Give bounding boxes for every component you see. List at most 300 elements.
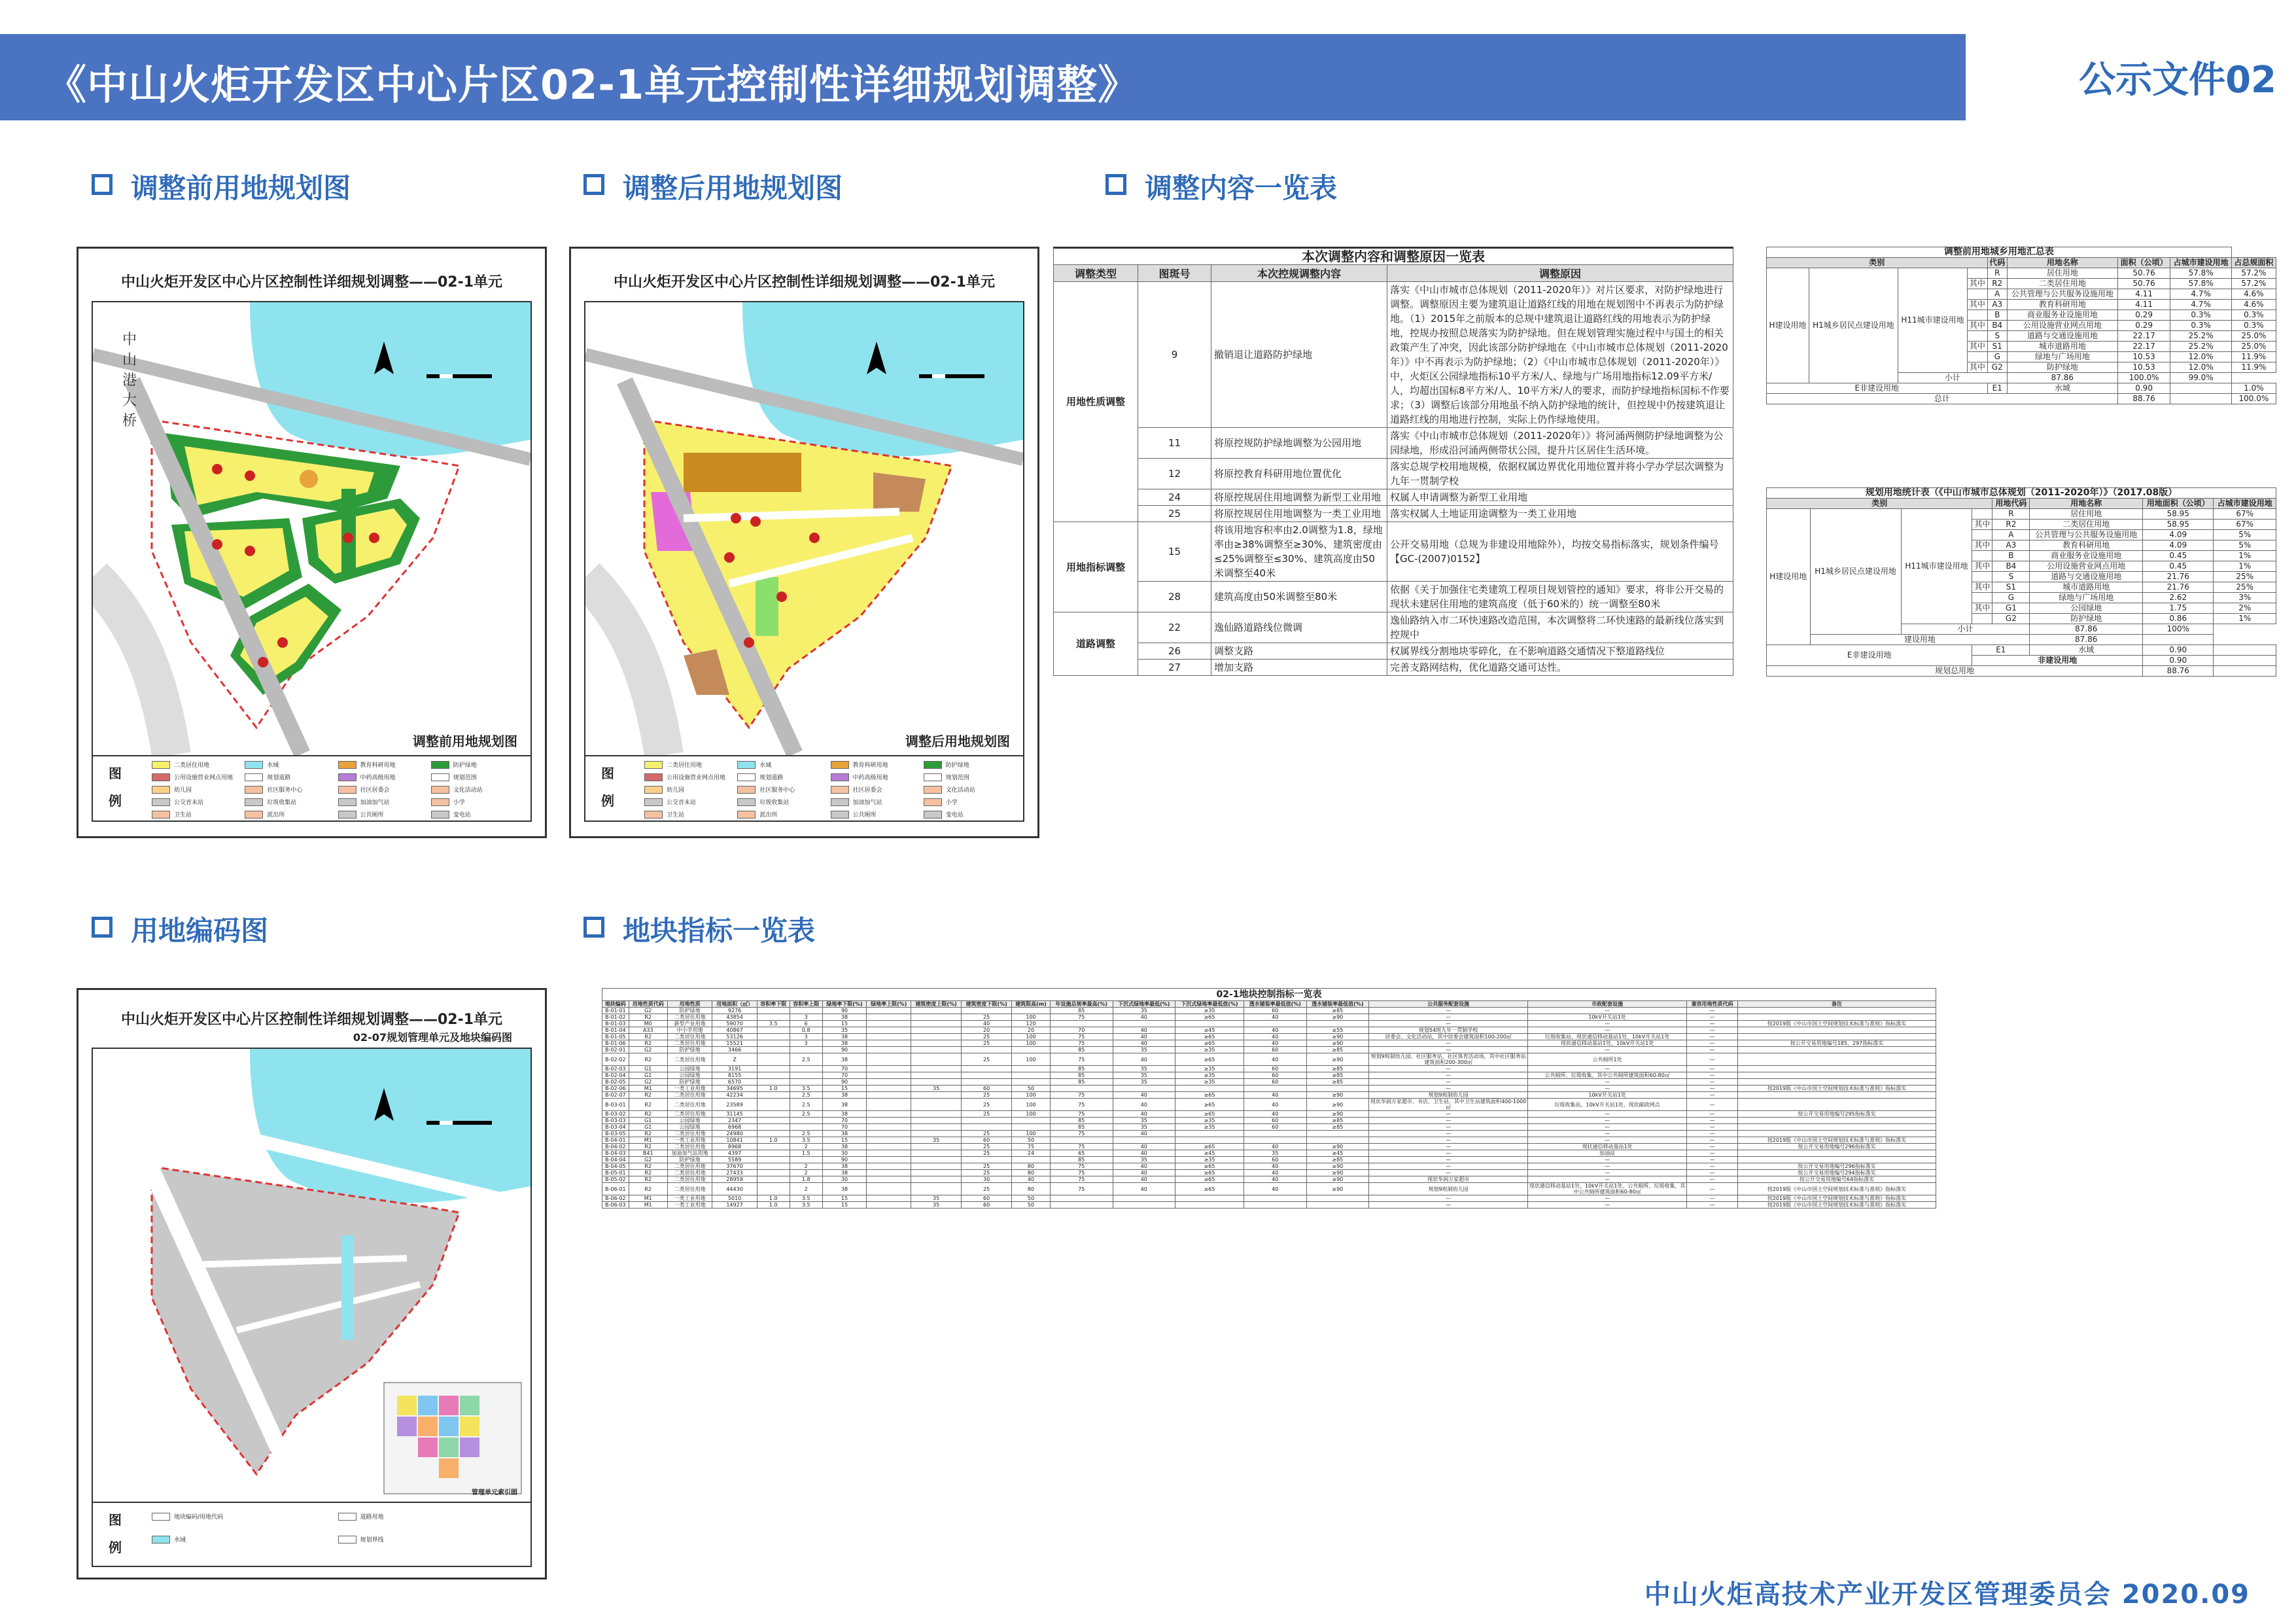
legend-swatch	[431, 798, 449, 806]
cell	[2214, 645, 2276, 656]
cell: 商业服务业设施用地	[2007, 310, 2117, 321]
cell: 4.11	[2117, 300, 2170, 310]
cell: S1	[1992, 582, 2030, 593]
cell: 43854	[712, 1014, 757, 1021]
cell: 35	[1113, 1118, 1175, 1124]
facility-point	[724, 552, 735, 563]
cell	[1244, 1195, 1306, 1202]
sub-cell: 其中	[1972, 582, 1992, 593]
patch-number: 25	[1138, 506, 1211, 522]
adjust-content: 将原控规居住用地调整为一类工业用地	[1211, 506, 1387, 522]
cell: 40	[1113, 1111, 1175, 1118]
cell: 38	[822, 1131, 867, 1137]
legend-label: 教育科研用地	[360, 762, 396, 769]
cell: B-04-01	[602, 1137, 629, 1144]
sub-cell: 其中	[1972, 561, 1992, 572]
legend-swatch	[152, 798, 170, 806]
cell: 40	[1244, 1014, 1306, 1021]
cell	[867, 1183, 911, 1195]
cell: 100	[1012, 1040, 1051, 1047]
cell: —	[1687, 1066, 1738, 1072]
cell: 1%	[2214, 614, 2276, 624]
column-header: 市政配套设施	[1528, 1001, 1687, 1008]
cell: 加油站	[1528, 1150, 1687, 1157]
cell	[911, 1118, 962, 1124]
legend-item	[644, 773, 737, 781]
cell: 加油加气站用地	[667, 1150, 712, 1157]
cell	[867, 1124, 911, 1131]
table-row	[602, 1014, 1936, 1021]
cell: 10kV开关站1处	[1528, 1014, 1687, 1021]
cell: 20	[962, 1027, 1012, 1034]
cell: 40	[1244, 1034, 1306, 1040]
cell	[867, 1137, 911, 1144]
cell: 一类工业用地	[667, 1137, 712, 1144]
facility-point	[744, 637, 754, 648]
cell: A	[1987, 289, 2007, 300]
cell: G	[1992, 593, 2030, 603]
cell	[757, 1072, 790, 1079]
cell: 1.0	[757, 1137, 790, 1144]
map-legend	[92, 754, 532, 822]
cell: 60	[1244, 1079, 1306, 1086]
cell: 居住用地	[2030, 509, 2143, 520]
cell: 38	[822, 1014, 867, 1021]
table-row	[602, 1092, 1936, 1099]
cell: 6	[790, 1021, 822, 1027]
cell: —	[1369, 1021, 1528, 1027]
cell: ≥85	[1306, 1118, 1369, 1124]
cell: 10841	[712, 1137, 757, 1144]
cell: 0.90	[2143, 656, 2214, 666]
cell: B-05-01	[602, 1170, 629, 1176]
cell	[1050, 1021, 1113, 1027]
cell: 11.9%	[2231, 362, 2276, 373]
legend-label: 教育科研用地	[852, 762, 888, 769]
column-header: 年设施总规率最高(%)	[1050, 1001, 1113, 1008]
cell: 38	[822, 1111, 867, 1118]
cell: 1%	[2214, 551, 2276, 561]
cell: 二类居住用地	[2007, 279, 2117, 289]
cell: 水域	[2030, 645, 2143, 656]
cell	[867, 1014, 911, 1021]
legend-swatch	[737, 761, 756, 769]
cell: 10.53	[2117, 362, 2170, 373]
section-coding-heading: 用地编码图	[92, 909, 268, 949]
table-row	[602, 1124, 1936, 1131]
cell: 按2019版《中山市国土空间规划技术标准与准则》指标落实	[1738, 1202, 1936, 1209]
cell: 5%	[2214, 530, 2276, 540]
cell	[1244, 1131, 1306, 1137]
park-strip	[756, 577, 778, 636]
cell	[757, 1034, 790, 1040]
cell: 4397	[712, 1150, 757, 1157]
cell: 88.76	[2143, 666, 2214, 677]
legend-label: 二类居住用地	[174, 762, 210, 769]
legend-item	[924, 785, 1017, 794]
cell: ≥35	[1175, 1072, 1244, 1079]
column-header: 用地性质代码	[629, 1001, 667, 1008]
cell	[1738, 1034, 1936, 1040]
cell: 40	[1244, 1111, 1306, 1118]
sub-cell: 其中	[1968, 321, 1987, 331]
cell: 40	[1244, 1053, 1306, 1066]
cell	[790, 1008, 822, 1014]
cell: 60	[962, 1195, 1012, 1202]
cell	[867, 1131, 911, 1137]
cell: 34695	[712, 1086, 757, 1092]
cell: —	[1687, 1124, 1738, 1131]
cell	[1012, 1008, 1051, 1014]
cell: 60	[1244, 1066, 1306, 1072]
legend-label: 道路用地	[360, 1514, 384, 1521]
cell: 2	[790, 1144, 822, 1150]
sub-cell	[1968, 331, 1987, 342]
cell: R2	[629, 1034, 667, 1040]
cell: 居委会、文化活动站，其中居委会建筑面积100-200㎡	[1369, 1034, 1528, 1040]
cell: 40	[1113, 1092, 1175, 1099]
cell: 70	[822, 1124, 867, 1131]
river-strip	[341, 1235, 353, 1340]
cell	[911, 1047, 962, 1053]
cell: M1	[629, 1195, 667, 1202]
cell: 3466	[712, 1047, 757, 1053]
cell: B-01-05	[602, 1034, 629, 1040]
column-header: 面积（公顷）	[2117, 258, 2170, 268]
cell: 58.95	[2143, 520, 2214, 530]
cell: 100.0%	[2117, 373, 2170, 383]
cell: 30	[962, 1176, 1012, 1183]
cell: 40	[1244, 1176, 1306, 1183]
table-row	[602, 1053, 1936, 1066]
cell	[1012, 1072, 1051, 1079]
category-cell: E非建设用地	[1767, 383, 1988, 394]
cell: —	[1528, 1118, 1687, 1124]
cell: —	[1528, 1086, 1687, 1092]
cell: —	[1369, 1047, 1528, 1053]
cell: 6570	[712, 1079, 757, 1086]
column-header: 类别	[1767, 499, 1992, 509]
cell: 15	[822, 1137, 867, 1144]
sub-cell	[1972, 614, 1992, 624]
table-title: 规划用地统计表（《中山市城市总体规划（2011-2020年）》（2017.08版）	[1767, 488, 2276, 499]
cell: 现状通信移动基站1处	[1528, 1144, 1687, 1150]
cell	[911, 1111, 962, 1118]
cell	[1306, 1195, 1369, 1202]
cell: 中小学用地	[667, 1027, 712, 1034]
cell: 25%	[2214, 572, 2276, 582]
legend-item	[338, 1535, 525, 1544]
water-area	[250, 302, 531, 457]
cell	[757, 1163, 790, 1170]
column-header: 本次控规调整内容	[1211, 265, 1387, 282]
cell	[757, 1040, 790, 1047]
cell: 公用设施营业网点用地	[2030, 561, 2143, 572]
cell: 85	[1050, 1072, 1113, 1079]
cell: 25	[962, 1099, 1012, 1111]
legend-swatch	[431, 773, 449, 781]
cell: 58.95	[2143, 509, 2214, 520]
cell: 25%	[2214, 582, 2276, 593]
cell: —	[1687, 1176, 1738, 1183]
cell: 按2019版《中山市国土空间规划技术标准与准则》指标落实	[1738, 1021, 1936, 1027]
cell: 4.7%	[2170, 300, 2231, 310]
cell: B	[1987, 310, 2007, 321]
cell	[867, 1111, 911, 1118]
patch-number: 22	[1138, 612, 1211, 643]
cell	[1306, 1086, 1369, 1092]
cell: 75	[1050, 1099, 1113, 1111]
square-bullet-icon	[583, 917, 604, 938]
table-row	[602, 1027, 1936, 1034]
cell: 0.29	[2117, 310, 2170, 321]
legend-label: 防护绿地	[453, 762, 477, 769]
cell: Z	[712, 1053, 757, 1066]
column-header: 透水铺装率最低值(%)	[1244, 1001, 1306, 1008]
cell: 防护绿地	[667, 1047, 712, 1053]
cell: ≥90	[1306, 1183, 1369, 1195]
cell: —	[1369, 1118, 1528, 1124]
cell	[1012, 1047, 1051, 1053]
cell: 25	[962, 1111, 1012, 1118]
cell	[867, 1086, 911, 1092]
cell: 38	[822, 1163, 867, 1170]
adjust-reason: 落实《中山市城市总体规划（2011-2020年）》将河涌两侧防护绿地调整为公园绿地，形成沿河涌两侧带状公园，提升片区居住生活环境。	[1387, 428, 1733, 459]
cell: 15	[822, 1021, 867, 1027]
cell: ≥35	[1175, 1157, 1244, 1163]
legend-label: 水域	[759, 762, 772, 769]
cell	[1738, 1157, 1936, 1163]
cell: 按公开交易用地编号295指标落实	[1738, 1111, 1936, 1118]
legend-item	[644, 760, 737, 769]
cell: —	[1687, 1034, 1738, 1040]
category-cell: H1城乡居民点建设用地	[1810, 509, 1901, 635]
legend-swatch	[431, 786, 449, 794]
cell: —	[1369, 1066, 1528, 1072]
cell: —	[1687, 1202, 1738, 1209]
cell: G1	[629, 1072, 667, 1079]
cell: 35	[1113, 1047, 1175, 1053]
table-row	[602, 1066, 1936, 1072]
cell: 二类居住用地	[667, 1092, 712, 1099]
cell	[1113, 1202, 1175, 1209]
cell: A33	[629, 1027, 667, 1034]
table-title: 02-1地块控制指标一览表	[602, 989, 1936, 1001]
cell: 道路与交通设施用地	[2030, 572, 2143, 582]
cell: 15521	[712, 1040, 757, 1047]
cell: ≥65	[1175, 1099, 1244, 1111]
cell: —	[1369, 1195, 1528, 1202]
cell: 水域	[2007, 383, 2117, 394]
cell: B-02-03	[602, 1066, 629, 1072]
cell: —	[1369, 1040, 1528, 1047]
cell: ≥65	[1175, 1111, 1244, 1118]
legend-item	[737, 773, 830, 781]
column-header: 兼容用地性质代码	[1687, 1001, 1738, 1008]
cell	[1175, 1195, 1244, 1202]
table-row	[602, 1034, 1936, 1040]
cell: 3.5	[790, 1195, 822, 1202]
legend-item	[431, 785, 524, 794]
cell	[757, 1053, 790, 1066]
cell: 53126	[712, 1034, 757, 1040]
legend-swatch	[245, 786, 263, 794]
legend-label: 中药高级用地	[852, 775, 888, 781]
table-row	[602, 1079, 1936, 1086]
cell: 60	[1244, 1157, 1306, 1163]
cell	[867, 1040, 911, 1047]
cell: —	[1369, 1086, 1528, 1092]
cell: 85	[1050, 1008, 1113, 1014]
cell: 50	[1012, 1195, 1051, 1202]
cell: G1	[629, 1066, 667, 1072]
cell	[911, 1027, 962, 1034]
cell: 25	[962, 1163, 1012, 1170]
legend-item	[737, 760, 830, 769]
legend-swatch	[644, 798, 663, 806]
cell: G2	[629, 1047, 667, 1053]
cell	[1738, 1008, 1936, 1014]
legend-label: 公用设施营业网点用地	[174, 775, 234, 781]
cell: 38	[822, 1092, 867, 1099]
legend-label: 加油加气站	[360, 800, 390, 806]
legend-title: 图	[109, 1512, 122, 1528]
cell: S	[1987, 331, 2007, 342]
cell: 公共管理与公共服务设施用地	[2007, 289, 2117, 300]
sub-cell: 其中	[1972, 603, 1992, 614]
table-row	[1767, 509, 2276, 520]
cell: 85	[1050, 1047, 1113, 1053]
cell: 40	[1244, 1170, 1306, 1176]
cell: ≥35	[1175, 1124, 1244, 1131]
cell: 15	[822, 1195, 867, 1202]
sub-cell	[1968, 268, 1987, 279]
school-icon	[300, 470, 318, 488]
cell: 现状通信移动基站1处、10kV开关站1处	[1528, 1040, 1687, 1047]
cell: 100	[1012, 1053, 1051, 1066]
cell: 85	[1050, 1157, 1113, 1163]
cell: B-02-02	[602, 1053, 629, 1066]
table-row	[602, 1021, 1936, 1027]
cell: —	[1687, 1195, 1738, 1202]
cell	[757, 1183, 790, 1195]
legend-item	[338, 785, 431, 794]
legend-item	[924, 760, 1017, 769]
cell: 40867	[712, 1027, 757, 1034]
cell: —	[1687, 1099, 1738, 1111]
cell: 100	[1012, 1131, 1051, 1137]
cell: 建设用地	[1810, 635, 2030, 645]
cell: ≥65	[1175, 1170, 1244, 1176]
cell: 75	[1050, 1176, 1113, 1183]
cell: —	[1369, 1014, 1528, 1021]
cell: 35	[1113, 1079, 1175, 1086]
legend-grid	[644, 760, 1017, 819]
cell	[911, 1079, 962, 1086]
adjust-type: 用地性质调整	[1054, 282, 1138, 522]
column-header: 公共服务配套设施	[1369, 1001, 1528, 1008]
cell: 一类工业用地	[667, 1195, 712, 1202]
cell: —	[1528, 1137, 1687, 1144]
cell: —	[1528, 1079, 1687, 1086]
patch-number: 26	[1138, 643, 1211, 660]
cell	[867, 1170, 911, 1176]
legend-label: 二类居住用地	[667, 762, 703, 769]
facility-point	[212, 464, 222, 474]
legend-swatch	[338, 1513, 357, 1521]
cell: 1.0	[757, 1195, 790, 1202]
cell: 70	[822, 1072, 867, 1079]
legend-swatch	[831, 811, 849, 819]
legend-label: 幼儿园	[174, 787, 192, 794]
cell: B-06-03	[602, 1202, 629, 1209]
legend-item	[644, 785, 737, 794]
adjust-content: 撤销退让道路防护绿地	[1211, 282, 1387, 428]
section-before-heading: 调整前用地规划图	[92, 167, 351, 206]
cell	[1175, 1202, 1244, 1209]
cell: —	[1528, 1124, 1687, 1131]
cell: 100.0%	[2231, 394, 2276, 404]
column-header: 绿地率下限(%)	[822, 1001, 867, 1008]
cell: 28959	[712, 1176, 757, 1183]
before-map-caption: 调整前用地规划图	[413, 733, 517, 749]
cell: 25.0%	[2231, 331, 2276, 342]
legend-swatch	[245, 773, 263, 781]
cell: 按公开交易用地编号296指标落实	[1738, 1163, 1936, 1170]
cell: 3	[790, 1040, 822, 1047]
cell: 40	[1244, 1144, 1306, 1150]
table-row	[1767, 383, 2276, 394]
cell: —	[1369, 1124, 1528, 1131]
adjust-reason: 落实权属人土地证用途调整为一类工业用地	[1387, 506, 1733, 522]
cell: 40	[1113, 1034, 1175, 1040]
after-landuse-table	[1766, 487, 2276, 677]
cell: 总计	[1767, 394, 2118, 404]
table-row	[602, 1170, 1936, 1176]
adjust-reason: 落实总规学校用地规模，依据权属边界优化用地位置并将小学办学层次调整为九年一贯制学校	[1387, 459, 1733, 489]
legend-item	[737, 798, 830, 806]
column-header: 代码	[1987, 258, 2007, 268]
cell: ≥90	[1306, 1092, 1369, 1099]
cell: 规划9班制幼儿园、社区服务站、社区体育活动场，其中社区服务站建筑面积200-300㎡	[1369, 1053, 1528, 1066]
cell	[911, 1131, 962, 1137]
legend-swatch	[831, 773, 849, 781]
table-title: 调整前用地城乡用地汇总表	[1767, 247, 2232, 258]
sub-cell	[1972, 509, 1992, 520]
legend-label: 社区服务中心	[759, 787, 795, 794]
cell	[757, 1170, 790, 1176]
cell: 40	[1113, 1144, 1175, 1150]
cell: 公共厕所1处	[1528, 1053, 1687, 1066]
cell: 40	[1113, 1176, 1175, 1183]
water-area	[250, 1049, 531, 1203]
cell	[1012, 1066, 1051, 1072]
cell	[1050, 1086, 1113, 1092]
cell: —	[1687, 1170, 1738, 1176]
adjust-content: 建筑高度由50米调整至80米	[1211, 582, 1387, 612]
cell	[911, 1008, 962, 1014]
adjust-reason: 权属人申请调整为新型工业用地	[1387, 489, 1733, 506]
cell: 35	[1113, 1072, 1175, 1079]
cell	[1244, 1202, 1306, 1209]
cell: 二类居住用地	[667, 1183, 712, 1195]
cell: —	[1369, 1072, 1528, 1079]
section-indicators-heading: 地块指标一览表	[583, 909, 815, 949]
cell: 一类工业用地	[667, 1086, 712, 1092]
cell: 40	[1012, 1176, 1051, 1183]
cell: ≥85	[1306, 1008, 1369, 1014]
cell	[867, 1176, 911, 1183]
